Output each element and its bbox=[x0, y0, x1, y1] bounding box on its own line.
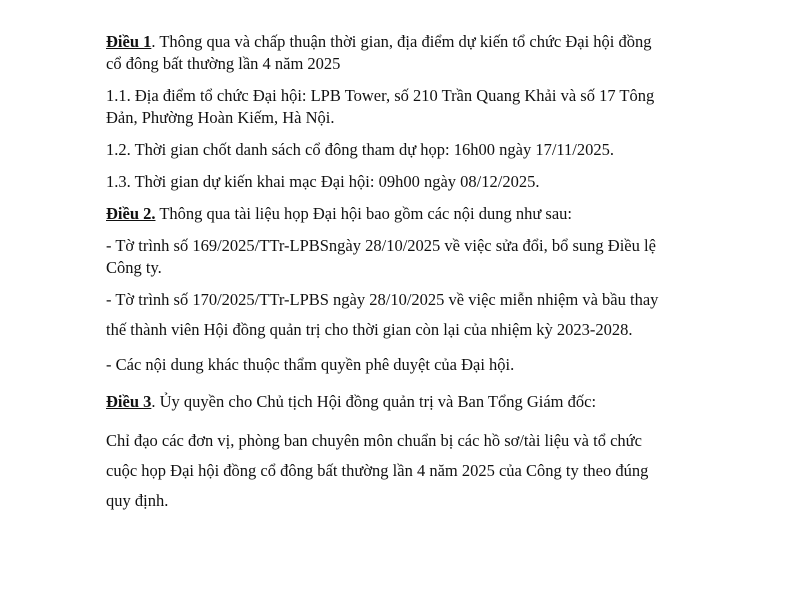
article-2-bullet-2-line2: thế thành viên Hội đồng quản trị cho thời gian còn lại của nhiệm kỳ 2023-2028. bbox=[106, 320, 633, 339]
article-1-title-line1: Thông qua và chấp thuận thời gian, địa điểm dự kiến tổ chức Đại hội đồng bbox=[155, 32, 652, 51]
article-1-item-3: 1.3. Thời gian dự kiến khai mạc Đại hội: 09h00 ngày 08/12/2025. bbox=[106, 172, 540, 191]
article-1-item-2: 1.2. Thời gian chốt danh sách cổ đông tham dự họp: 16h00 ngày 17/11/2025. bbox=[106, 140, 615, 159]
article-1-heading bbox=[106, 32, 706, 52]
article-2-bullet-3: - Các nội dung khác thuộc thẩm quyền phê duyệt của Đại hội. bbox=[106, 355, 515, 374]
article-2-bullet-1-line2: Công ty. bbox=[106, 258, 162, 277]
article-3-label: Điều 3 bbox=[106, 392, 152, 411]
article-1-title-line2: cổ đông bất thường lần 4 năm 2025 bbox=[106, 54, 341, 73]
article-1-punct: . bbox=[151, 32, 156, 51]
article-2-bullet-2-line1: - Tờ trình số 170/2025/TTr-LPBS ngày 28/10/2025 về việc miễn nhiệm và bầu thay bbox=[106, 290, 659, 309]
article-3-body-line2: cuộc họp Đại hội đồng cổ đông bất thường lần 4 năm 2025 của Công ty theo đúng bbox=[106, 461, 649, 480]
article-3-title: Ủy quyền cho Chủ tịch Hội đồng quản trị và Ban Tổng Giám đốc: bbox=[155, 392, 597, 411]
article-3-body-line1: Chỉ đạo các đơn vị, phòng ban chuyên môn chuẩn bị các hồ sơ/tài liệu và tổ chức bbox=[106, 431, 642, 450]
article-1-item-1-line1: 1.1. Địa điểm tổ chức Đại hội: LPB Tower, số 210 Trần Quang Khải và số 17 Tông bbox=[106, 86, 655, 105]
article-3-body-line3: quy định. bbox=[106, 491, 169, 510]
article-2-bullet-1-line1: - Tờ trình số 169/2025/TTr-LPBSngày 28/10/2025 về việc sửa đổi, bổ sung Điều lệ bbox=[106, 236, 656, 255]
article-1-item-1-line2: Đản, Phường Hoàn Kiếm, Hà Nội. bbox=[106, 108, 335, 127]
article-3-punct: . bbox=[151, 392, 156, 411]
article-3-heading bbox=[106, 392, 706, 412]
article-2-label: Điều 2. bbox=[106, 204, 156, 223]
article-2-title: Thông qua tài liệu họp Đại hội bao gồm các nội dung như sau: bbox=[155, 204, 572, 223]
article-2-heading bbox=[106, 204, 706, 224]
article-1-label: Điều 1 bbox=[106, 32, 152, 51]
